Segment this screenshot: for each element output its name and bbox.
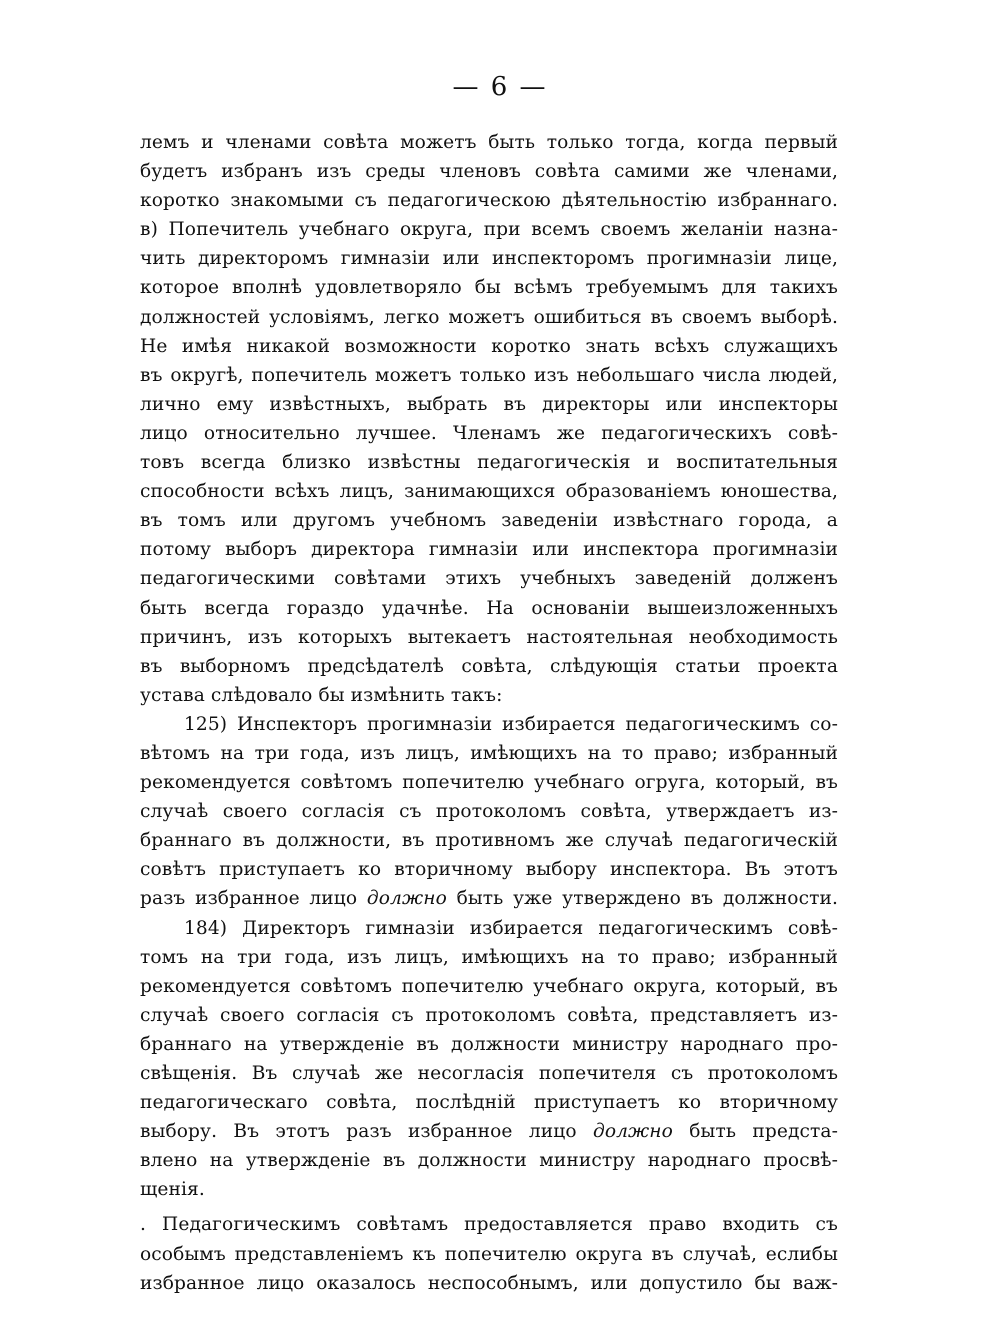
- text-segment: быть предста-: [672, 1121, 838, 1143]
- text-line: быть всегда гораздо удачнѣе. На основаніи вышеизложенныхъ: [140, 597, 838, 619]
- article-line: 184) Директоръ гимназіи избирается педагогическимъ совѣ-: [184, 917, 838, 939]
- text-line: причинъ, изъ которыхъ вытекаетъ настоятельная необходимость: [140, 626, 838, 648]
- article-line: свѣщенія. Въ случаѣ же несогласія попечителя съ протоколомъ: [140, 1063, 838, 1084]
- article-line: влено на утвержденіе въ должности министру народнаго просвѣ-: [140, 1150, 838, 1172]
- text-line: товъ всегда близко извѣстны педагогическія и воспитательныя: [140, 452, 838, 474]
- text-line: лемъ и членами совѣта можетъ быть только тогда, когда первый: [140, 132, 838, 153]
- text-line: особымъ представленіемъ къ попечителю округа въ случаѣ, еслибы: [140, 1243, 838, 1265]
- text-line: въ округѣ, попечитель можетъ только изъ небольшаго числа людей,: [140, 364, 838, 386]
- page-number: — 6 —: [452, 72, 548, 102]
- article-line: [140, 1117, 838, 1146]
- article-line: [140, 884, 838, 913]
- text-segment: выбору. Въ этотъ разъ избранное лицо: [140, 1121, 593, 1143]
- article-line: вѣтомъ на три года, изъ лицъ, имѣющихъ на то право; избранный: [140, 742, 838, 764]
- article-line: совѣтъ приступаетъ ко вторичному выбору инспектора. Въ этотъ: [140, 859, 838, 881]
- text-line: чить директоромъ гимназіи или инспекторомъ прогимназіи лице,: [140, 248, 838, 270]
- text-line: педагогическими совѣтами этихъ учебныхъ заведеній долженъ: [140, 568, 838, 590]
- article-line: томъ на три года, изъ лицъ, имѣющихъ на то право; избранный: [140, 946, 838, 968]
- text-line: должностей условіямъ, легко можетъ ошибиться въ своемъ выборѣ.: [140, 306, 838, 328]
- text-line: избранное лицо оказалось неспособнымъ, или допустило бы важ-: [140, 1272, 838, 1294]
- article-line: щенія.: [140, 1179, 205, 1201]
- article-line: случаѣ своего согласія съ протоколомъ совѣта, утверждаетъ из-: [140, 801, 838, 823]
- text-line: лично ему извѣстныхъ, выбрать въ директоры или инспекторы: [140, 393, 838, 415]
- article-line: браннаго на утвержденіе въ должности министру народнаго про-: [140, 1033, 838, 1055]
- text-line: Не имѣя никакой возможности коротко знать всѣхъ служащихъ: [140, 335, 838, 357]
- text-line: въ выборномъ предсѣдателѣ совѣта, слѣдующія статьи проекта: [140, 655, 838, 677]
- article-line: рекомендуется совѣтомъ попечителю учебнаго округа, который, въ: [140, 975, 838, 997]
- article-184: [140, 914, 838, 1205]
- text-line: потому выборъ директора гимназіи или инспектора прогимназіи: [140, 539, 838, 561]
- text-line: устава слѣдовало бы измѣнить такъ:: [140, 684, 503, 706]
- article-line: случаѣ своего согласія съ протоколомъ совѣта, представляетъ из-: [140, 1004, 838, 1026]
- emphasis-text: должно: [366, 888, 447, 910]
- text-segment: быть уже утверждено въ должности.: [446, 888, 838, 910]
- article-125: [140, 710, 838, 914]
- text-line: способности всѣхъ лицъ, занимающихся образованіемъ юношества,: [140, 481, 838, 503]
- text-line: въ томъ или другомъ учебномъ заведеніи извѣстнаго города, а: [140, 510, 838, 532]
- emphasis-text: должно: [592, 1121, 673, 1143]
- text-line: лицо относительно лучшее. Членамъ же педагогическихъ совѣ-: [140, 422, 838, 444]
- text-line: в) Попечитель учебнаго округа, при всемъ своемъ желаніи назна-: [140, 219, 838, 241]
- text-line: . Педагогическимъ совѣтамъ предоставляется право входить съ: [140, 1214, 838, 1236]
- article-line: рекомендуется совѣтомъ попечителю учебнаго огруга, который, въ: [140, 772, 838, 794]
- text-line: которое вполнѣ удовлетворяло бы всѣмъ требуемымъ для такихъ: [140, 277, 838, 299]
- text-line: коротко знакомыми съ педагогическою дѣятельностію избраннаго.: [140, 190, 838, 212]
- closing-paragraph: [140, 1210, 838, 1297]
- text-segment: разъ избранное лицо: [140, 888, 367, 910]
- article-line: 125) Инспекторъ прогимназіи избирается педагогическимъ со-: [184, 713, 838, 735]
- body-text: [140, 128, 838, 1298]
- article-line: браннаго въ должности, въ противномъ же случаѣ педагогическій: [140, 830, 838, 852]
- text-line: будетъ избранъ изъ среды членовъ совѣта самими же членами,: [140, 161, 838, 183]
- article-line: педагогическаго совѣта, послѣдній приступаетъ ко вторичному: [140, 1092, 838, 1114]
